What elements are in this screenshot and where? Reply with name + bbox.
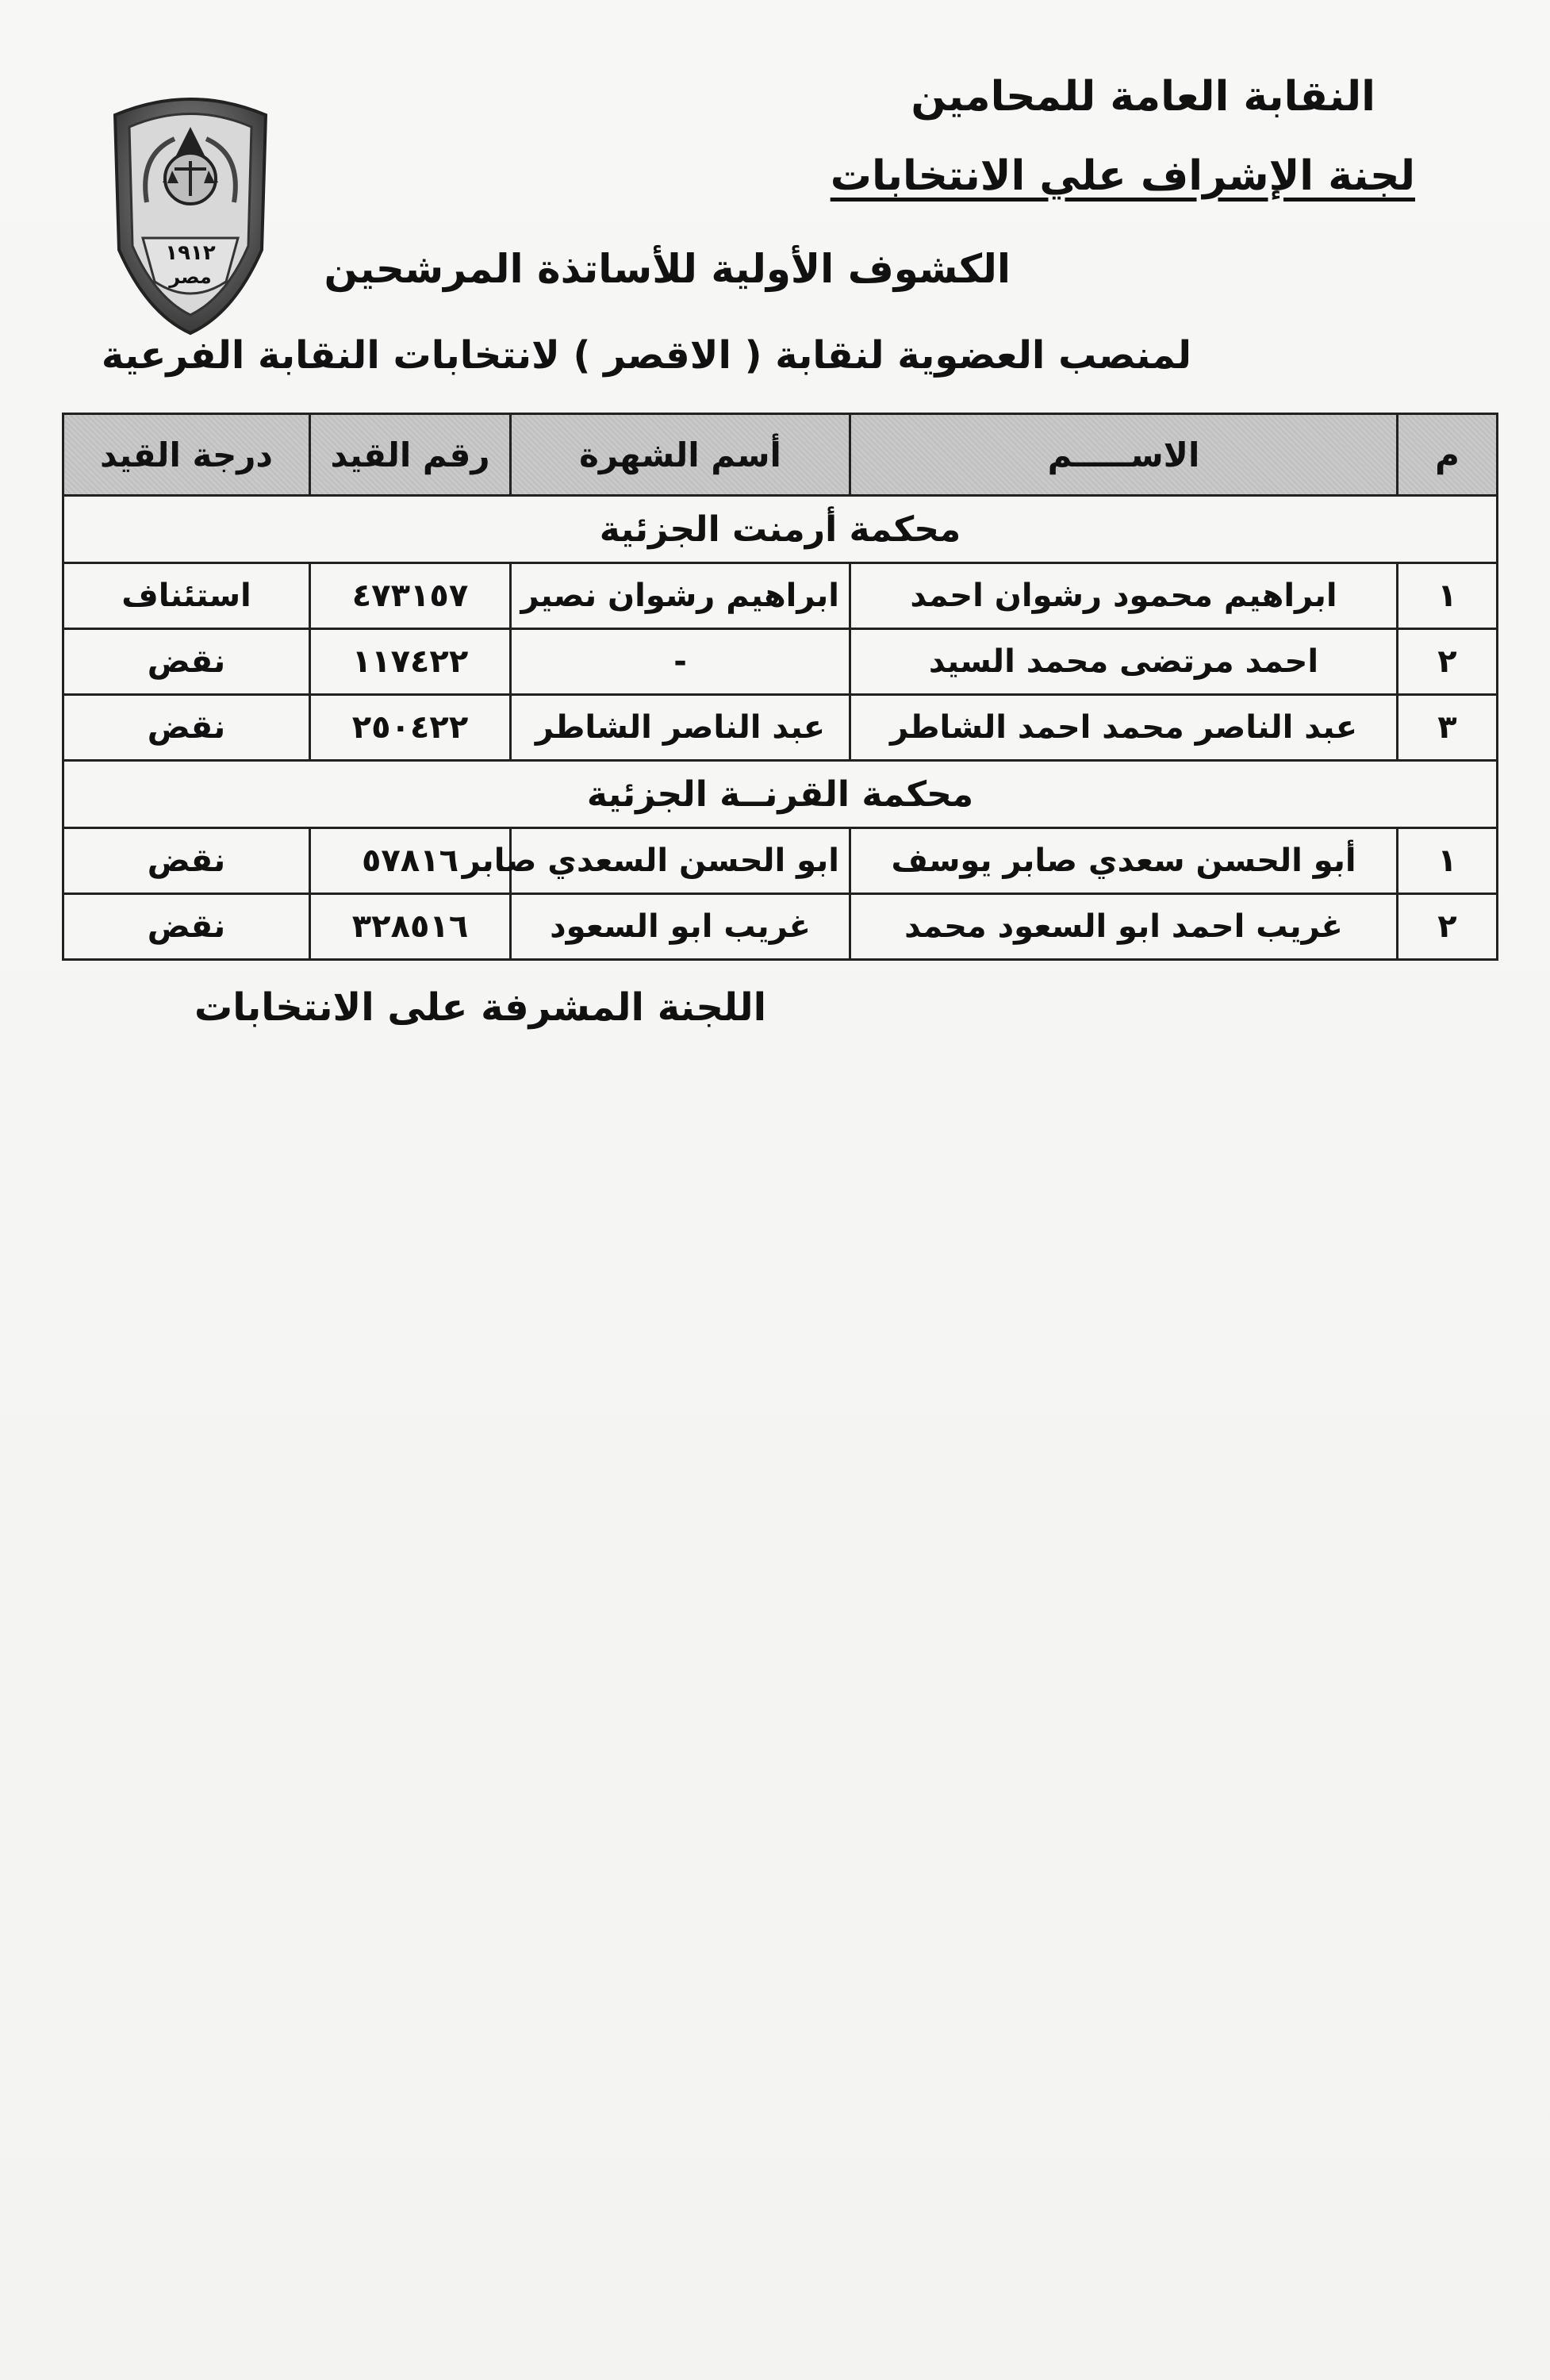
cell-name: غريب احمد ابو السعود محمد bbox=[850, 894, 1398, 960]
cell-name: أبو الحسن سعدي صابر يوسف bbox=[850, 828, 1398, 894]
cell-fame-name: - bbox=[511, 629, 850, 695]
cell-num: ١ bbox=[1398, 828, 1498, 894]
cell-reg-grade: نقض bbox=[63, 828, 310, 894]
table-header-row bbox=[63, 414, 1498, 496]
cell-reg-num: ١١٧٤٢٢ bbox=[310, 629, 511, 695]
cell-reg-grade: استئناف bbox=[63, 563, 310, 629]
table-row bbox=[63, 695, 1498, 761]
table-row bbox=[63, 563, 1498, 629]
cell-name: عبد الناصر محمد احمد الشاطر bbox=[850, 695, 1398, 761]
cell-num: ٢ bbox=[1398, 894, 1498, 960]
table-row bbox=[63, 894, 1498, 960]
list-subtitle: لمنصب العضوية لنقابة ( الاقصر ) لانتخابات النقابة الفرعية bbox=[101, 333, 1191, 378]
court-section-row bbox=[63, 496, 1498, 563]
cell-num: ٣ bbox=[1398, 695, 1498, 761]
cell-reg-num: ٢٥٠٤٢٢ bbox=[310, 695, 511, 761]
cell-reg-grade: نقض bbox=[63, 695, 310, 761]
cell-reg-grade: نقض bbox=[63, 629, 310, 695]
court-section-row bbox=[63, 761, 1498, 828]
cell-num: ٢ bbox=[1398, 629, 1498, 695]
court-name: محكمة القرنــة الجزئية bbox=[63, 761, 1498, 828]
organization-name: النقابة العامة للمحامين bbox=[911, 73, 1375, 121]
table-row bbox=[63, 629, 1498, 695]
cell-reg-num: ٤٧٣١٥٧ bbox=[310, 563, 511, 629]
cell-fame-name: ابراهيم رشوان نصير bbox=[511, 563, 850, 629]
header-name: الاســـــم bbox=[850, 414, 1398, 496]
emblem-year: ١٩١٢ bbox=[165, 241, 216, 265]
cell-fame-name: غريب ابو السعود bbox=[511, 894, 850, 960]
header-reg-num: رقم القيد bbox=[310, 414, 511, 496]
cell-reg-num: ٣٢٨٥١٦ bbox=[310, 894, 511, 960]
emblem-country: مصر bbox=[169, 266, 212, 288]
cell-num: ١ bbox=[1398, 563, 1498, 629]
cell-fame-name: عبد الناصر الشاطر bbox=[511, 695, 850, 761]
cell-reg-num: ٥٧٨١٦ bbox=[310, 828, 511, 894]
bar-association-emblem-icon bbox=[99, 83, 282, 337]
list-title: الكشوف الأولية للأساتذة المرشحين bbox=[324, 246, 1011, 292]
committee-name: لجنة الإشراف علي الانتخابات bbox=[830, 152, 1415, 200]
header-num: م bbox=[1398, 414, 1498, 496]
cell-name: ابراهيم محمود رشوان احمد bbox=[850, 563, 1398, 629]
footer-signature: اللجنة المشرفة على الانتخابات bbox=[194, 985, 767, 1030]
candidates-table bbox=[62, 413, 1498, 961]
table-row bbox=[63, 828, 1498, 894]
court-name: محكمة أرمنت الجزئية bbox=[63, 496, 1498, 563]
header-fame-name: أسم الشهرة bbox=[511, 414, 850, 496]
header-reg-grade: درجة القيد bbox=[63, 414, 310, 496]
cell-fame-name: ابو الحسن السعدي صابر bbox=[511, 828, 850, 894]
cell-reg-grade: نقض bbox=[63, 894, 310, 960]
cell-name: احمد مرتضى محمد السيد bbox=[850, 629, 1398, 695]
